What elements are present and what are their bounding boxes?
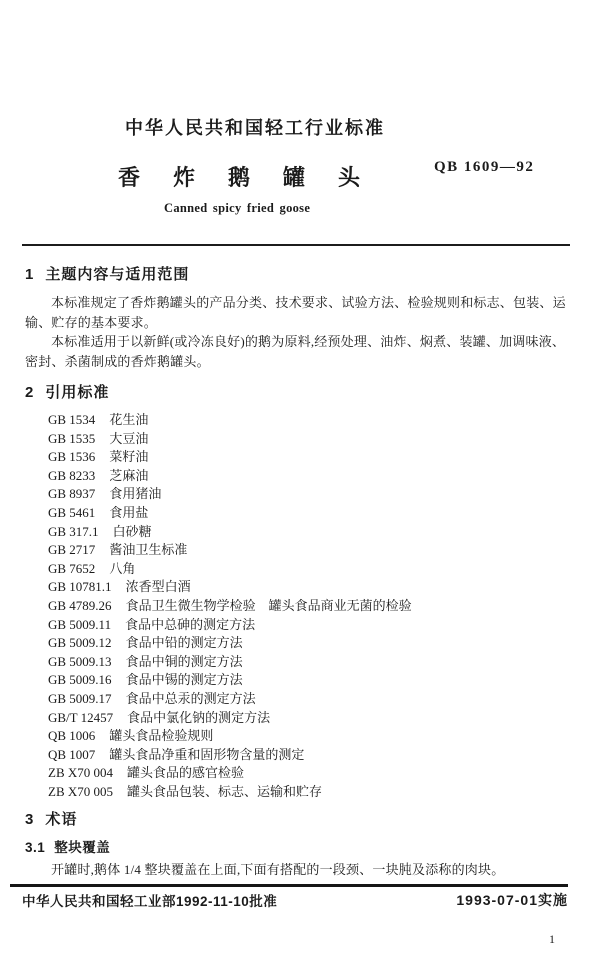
clause-3-1-heading	[25, 839, 575, 857]
standard-code: GB 1536	[48, 449, 96, 465]
referenced-standard-item	[48, 746, 575, 765]
section-1-paragraph-2: 本标准适用于以新鲜(或冷冻良好)的鹅为原料,经预处理、油炸、焖煮、装罐、加调味液、密封、杀菌制成的香炸鹅罐头。	[25, 334, 566, 369]
standard-title: 罐头食品的感官检验	[127, 765, 245, 781]
section-1-title: 主题内容与适用范围	[45, 266, 190, 283]
referenced-standard-item	[48, 411, 575, 430]
referenced-standard-item	[48, 634, 575, 653]
section-1-paragraph-1: 本标准规定了香炸鹅罐头的产品分类、技术要求、试验方法、检验规则和标志、包装、运输、贮存的基本要求。	[25, 295, 566, 330]
section-1-heading	[25, 266, 575, 284]
standard-title: 食品中总汞的测定方法	[125, 690, 256, 706]
document-title-chinese: 香炸鹅罐头	[118, 165, 394, 190]
header-divider-rule	[22, 244, 570, 246]
referenced-standard-item	[48, 783, 575, 802]
section-3-title: 术语	[45, 811, 78, 829]
standard-code: GB/T 12457	[48, 709, 114, 725]
standard-code: GB 1534	[48, 412, 96, 427]
standard-title: 食品中总砷的测定方法	[125, 616, 256, 632]
standard-title: 八角	[109, 560, 136, 576]
clause-3-1-title: 整块覆盖	[54, 840, 111, 856]
referenced-standard-item	[48, 690, 575, 709]
standard-title: 芝麻油	[109, 467, 149, 483]
referenced-standard-item	[48, 560, 575, 579]
referenced-standard-item	[48, 578, 575, 597]
standard-title: 大豆油	[109, 430, 149, 446]
standard-title: 菜籽油	[109, 449, 149, 465]
referenced-standard-item	[48, 709, 575, 728]
standard-code: GB 5009.16	[48, 672, 112, 688]
section-3-heading	[25, 811, 575, 829]
standard-title: 食用猪油	[109, 486, 162, 502]
standard-type-label: 中华人民共和国轻工行业标准	[125, 118, 385, 138]
referenced-standard-item	[48, 653, 575, 672]
section-2-number: 2	[25, 384, 35, 401]
section-2-heading	[25, 384, 575, 402]
standard-title: 食品中锡的测定方法	[125, 672, 243, 688]
standard-code: QB 1007	[48, 746, 96, 762]
standard-code: GB 2717	[48, 542, 96, 558]
section-3-number: 3	[25, 811, 35, 829]
standard-code: GB 317.1	[48, 523, 99, 539]
standard-title: 酱油卫生标准	[109, 542, 188, 558]
standard-number: QB 1609—92	[434, 159, 535, 175]
page-number: 1	[549, 932, 555, 946]
document-body	[25, 266, 575, 880]
referenced-standard-item	[48, 764, 575, 783]
standard-code: GB 1535	[48, 430, 96, 446]
standard-code: GB 8937	[48, 486, 96, 502]
standard-code: GB 8233	[48, 467, 96, 483]
standard-title: 食用盐	[109, 504, 149, 520]
referenced-standard-item	[48, 597, 575, 616]
standard-title: 食品中铅的测定方法	[125, 635, 243, 651]
section-1-number: 1	[25, 266, 35, 283]
referenced-standards-list	[25, 411, 575, 801]
standard-title: 食品中氯化钠的测定方法	[127, 709, 271, 725]
standard-title: 白砂糖	[112, 523, 152, 539]
standard-title: 食品中铜的测定方法	[125, 653, 243, 669]
referenced-standard-item	[48, 616, 575, 635]
standard-code: ZB X70 005	[48, 783, 113, 799]
referenced-standard-item	[48, 504, 575, 523]
standard-code: GB 5461	[48, 504, 96, 520]
standard-title: 罐头食品检验规则	[109, 728, 214, 744]
standard-code: GB 5009.17	[48, 690, 112, 706]
referenced-standard-item	[48, 727, 575, 746]
standard-code: GB 10781.1	[48, 579, 112, 595]
standard-title: 花生油	[109, 412, 149, 427]
footer-divider-rule	[10, 884, 568, 887]
standard-code: ZB X70 004	[48, 765, 113, 781]
footer-implementation-text: 1993-07-01实施	[456, 892, 568, 908]
referenced-standard-item	[48, 448, 575, 467]
referenced-standard-item	[48, 523, 575, 542]
standard-code: GB 5009.11	[48, 616, 112, 632]
referenced-standard-item	[48, 671, 575, 690]
standard-code: GB 5009.13	[48, 653, 112, 669]
standard-title: 浓香型白酒	[125, 579, 191, 595]
section-2-title: 引用标准	[45, 384, 110, 401]
referenced-standard-item	[48, 430, 575, 449]
standard-code: GB 5009.12	[48, 635, 112, 651]
referenced-standard-item	[48, 467, 575, 486]
standard-code: QB 1006	[48, 728, 96, 744]
standard-title: 罐头食品包装、标志、运输和贮存	[127, 783, 323, 799]
referenced-standard-item	[48, 541, 575, 560]
referenced-standard-item	[48, 485, 575, 504]
clause-3-1-number: 3.1	[25, 840, 46, 856]
document-title-english: Canned spicy fried goose	[164, 201, 311, 215]
standard-code: GB 7652	[48, 560, 96, 576]
standard-title: 罐头食品净重和固形物含量的测定	[109, 746, 305, 762]
footer-approval-text: 中华人民共和国轻工业部1992-11-10批准	[22, 894, 278, 909]
standard-title: 食品卫生微生物学检验 罐头食品商业无菌的检验	[125, 597, 412, 613]
clause-3-1-body: 开罐时,鹅体 1/4 整块覆盖在上面,下面有搭配的一段颈、一块肫及添称的肉块。	[51, 862, 505, 878]
standard-code: GB 4789.26	[48, 597, 112, 613]
